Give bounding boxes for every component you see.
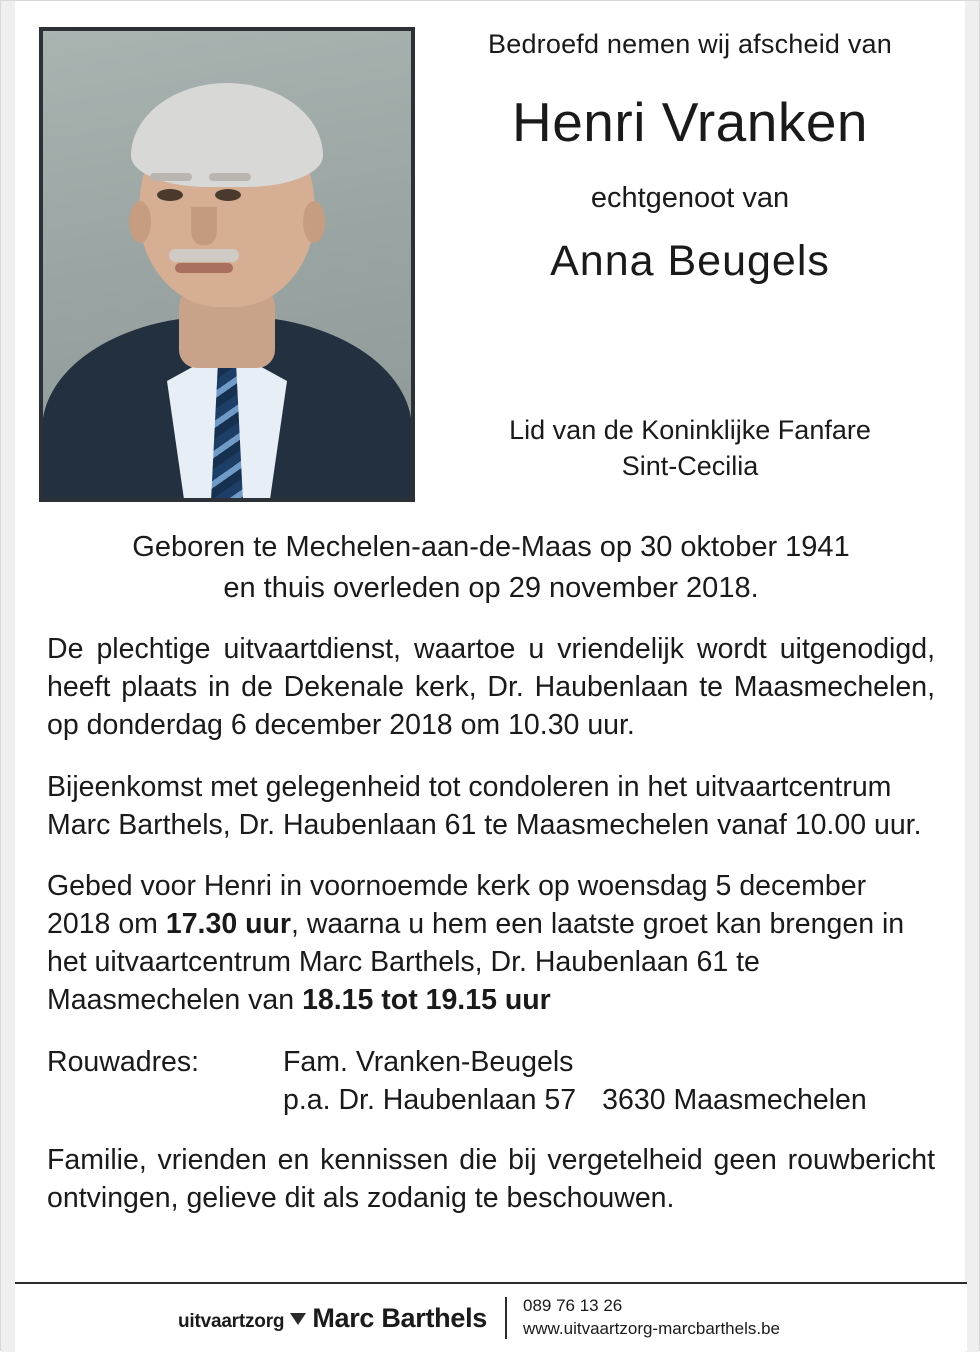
footer-section xyxy=(15,1285,967,1351)
portrait-nose xyxy=(191,207,217,245)
mourning-address-street: p.a. Dr. Haubenlaan 57 xyxy=(283,1083,577,1116)
portrait-mouth xyxy=(175,263,233,273)
paragraph-prayer xyxy=(47,868,935,1020)
triangle-icon xyxy=(290,1313,306,1325)
portrait-brow-left xyxy=(150,173,192,181)
phone-number[interactable]: 089 76 13 26 xyxy=(523,1296,623,1316)
portrait-eye-left xyxy=(157,189,183,201)
spouse-label: echtgenoot van xyxy=(590,182,790,214)
membership-block xyxy=(435,413,945,484)
deceased-name: Henri Vranken xyxy=(511,91,869,153)
mourning-address-label: Rouwadres: xyxy=(47,1046,200,1079)
death-line: en thuis overleden op 29 november 2018. xyxy=(223,572,759,605)
header-section xyxy=(15,1,967,526)
portrait-eye-right xyxy=(215,189,241,201)
mourning-address-row xyxy=(47,1044,935,1082)
paragraph-gathering: Bijeenkomst met gelegenheid tot condoleren in het uitvaartcentrum Marc Barthels, Dr. Haubenlaan 61 te Maasmechelen vanaf 10.00 uur. xyxy=(47,770,922,841)
footer-divider xyxy=(15,1282,967,1284)
brand-prefix: uitvaartzorg xyxy=(177,1310,285,1332)
intro-line: Bedroefd nemen wij afscheid van xyxy=(488,29,892,59)
portrait-moustache xyxy=(169,249,239,262)
website-url[interactable]: www.uitvaartzorg-marcbarthels.be xyxy=(523,1319,780,1338)
portrait-ear-left xyxy=(129,201,151,243)
paragraph-notice: Familie, vrienden en kennissen die bij vergetelheid geen rouwbericht ontvingen, gelieve dit als zodanig te beschouwen. xyxy=(47,1143,935,1214)
prayer-text-part-1: Gebed voor Henri in voornoemde kerk op woensdag 5 december 2018 om xyxy=(47,870,867,941)
prayer-time-range: 18.15 tot 19.15 uur xyxy=(302,984,551,1017)
prayer-text-part-2: , waarna u hem een laatste groet kan brengen in het uitvaartcentrum Marc Barthels, Dr. Haubenlaan 61 te Maasmechelen van xyxy=(47,908,905,1017)
body-section xyxy=(47,631,935,1242)
page-edge-right xyxy=(965,1,979,1352)
birth-line: Geboren te Mechelen-aan-de-Maas op 30 oktober 1941 xyxy=(132,531,850,563)
birth-death-block xyxy=(15,527,967,610)
portrait-hair xyxy=(131,83,323,187)
prayer-time-first: 17.30 uur xyxy=(165,908,291,941)
portrait-brow-right xyxy=(209,173,251,181)
contact-block xyxy=(507,1295,780,1341)
membership-line-2: Sint-Cecilia xyxy=(621,450,759,481)
page-edge-left xyxy=(1,1,15,1352)
membership-line-1: Lid van de Koninklijke Fanfare xyxy=(509,415,871,445)
mourning-address-family: Fam. Vranken-Beugels xyxy=(283,1046,574,1079)
mourning-address-city: 3630 Maasmechelen xyxy=(602,1083,867,1116)
brand-name: Marc Barthels xyxy=(312,1302,487,1333)
paragraph-service: De plechtige uitvaartdienst, waartoe u vriendelijk wordt uitgenodigd, heeft plaats in de Dekenale kerk, Dr. Haubenlaan te Maasmechelen, op donderdag 6 december 2018 om 10.30 uur. xyxy=(47,633,935,741)
portrait-photo xyxy=(43,31,411,498)
company-logo xyxy=(15,1303,505,1334)
mourning-address-block xyxy=(47,1044,935,1120)
mourning-address-line-2 xyxy=(47,1082,935,1120)
portrait-frame xyxy=(39,27,415,502)
portrait-ear-right xyxy=(303,201,325,243)
spouse-name: Anna Beugels xyxy=(550,237,830,285)
name-block xyxy=(435,29,945,286)
